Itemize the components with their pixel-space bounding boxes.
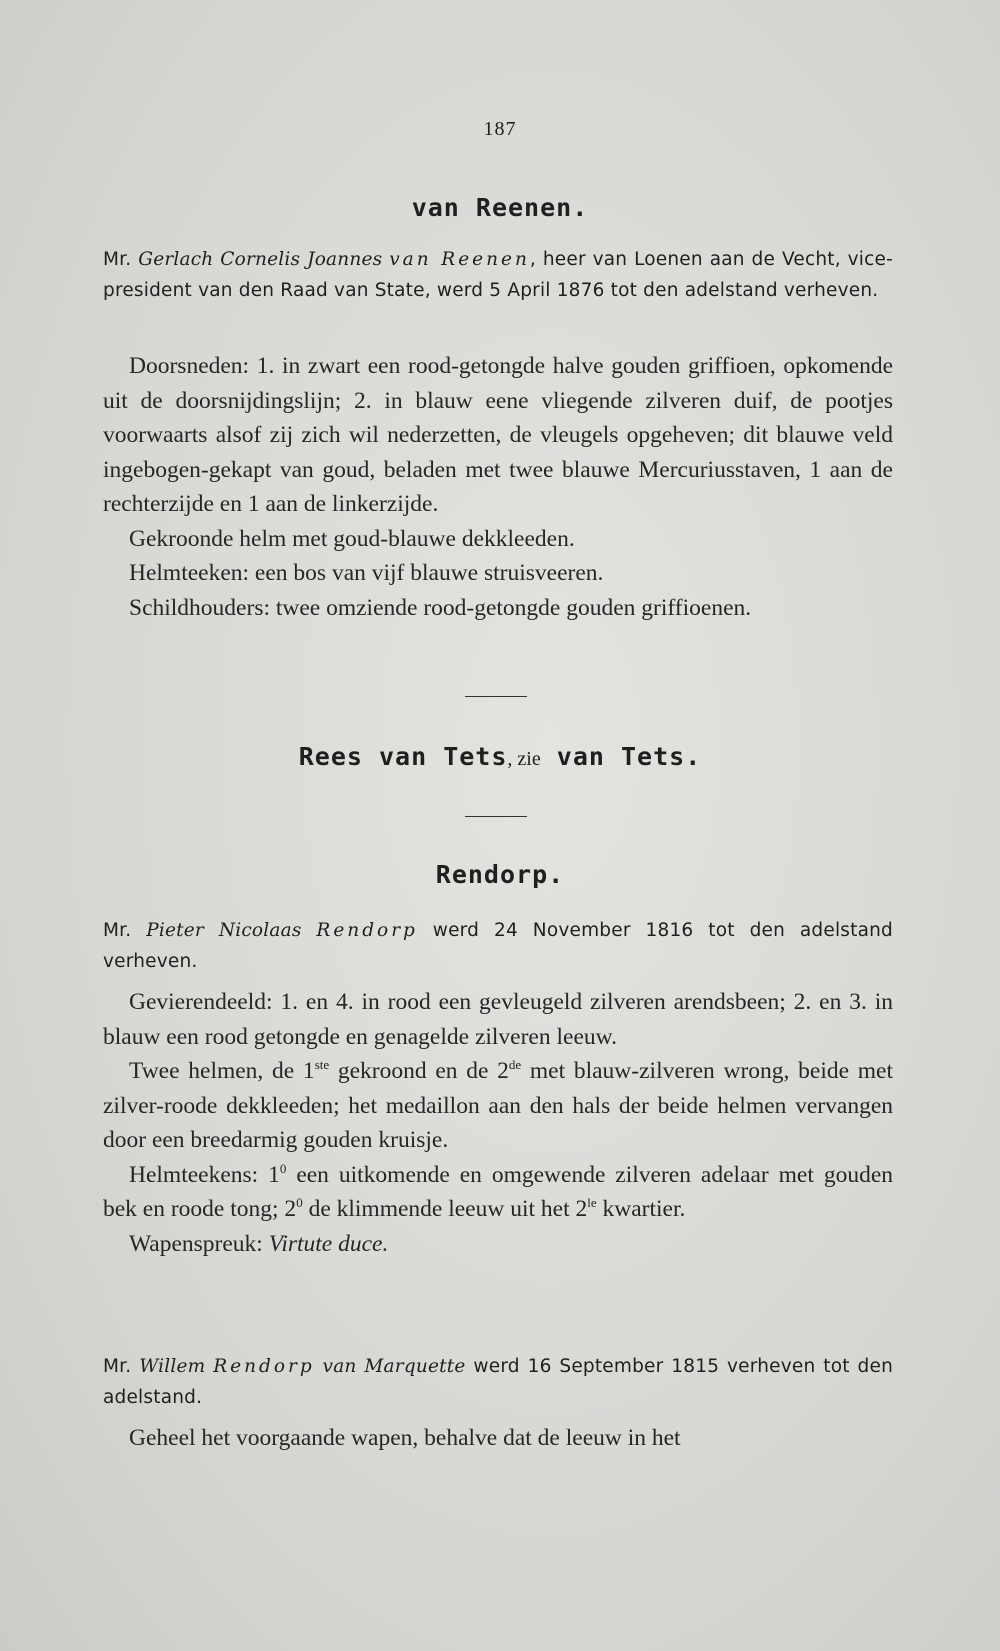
- blazon-line-helms: [103, 1054, 893, 1158]
- intro-van-reenen: [103, 244, 893, 306]
- person-name: Pieter Nicolaas: [146, 920, 302, 941]
- crests-text-b: een uitkomende en omgewende zilveren adelaar met gouden bek en roode tong; 2: [103, 1161, 893, 1222]
- heading-rees-van-tets: [0, 742, 1000, 771]
- cross-reference-zie: , zie: [507, 748, 541, 770]
- crests-text-c: de klimmende leeuw uit het 2: [302, 1196, 588, 1222]
- crests-sup-2: 0: [296, 1195, 303, 1211]
- page-number: 187: [483, 118, 517, 140]
- blazon-van-reenen: [103, 349, 893, 625]
- intro-willem-rendorp: [103, 1351, 893, 1413]
- blazon-willem-rendorp: [103, 1421, 893, 1456]
- crests-text-a: Helmteekens: 1: [129, 1161, 280, 1188]
- person-surname: Rendorp: [213, 1356, 315, 1377]
- helms-text-c: met blauw-zilveren wrong, beide met zilver-roode dekkleeden; het medaillon aan den hals der beide helmen vervangen door een breedarmig gouden kruisje.: [103, 1058, 893, 1153]
- heading-rees-van-tets-b: van Tets.: [556, 742, 702, 771]
- crests-sup-1: 0: [279, 1160, 287, 1176]
- section-divider: [465, 696, 527, 697]
- motto-text: Virtute duce.: [268, 1230, 389, 1257]
- blazon-line-whole: Geheel het voorgaande wapen, behalve dat de leeuw in het: [129, 1425, 681, 1451]
- intro-prefix: Mr.: [103, 249, 139, 270]
- blazon-line-crest: Helmteeken: een bos van vijf blauwe struisveeren.: [129, 560, 604, 586]
- intro-prefix: Mr.: [103, 1356, 140, 1377]
- blazon-line-crests: [103, 1158, 893, 1227]
- intro-rest: werd 24 November 1816 tot den adelstand verheven.: [103, 920, 893, 972]
- heading-rees-van-tets-a: Rees van Tets: [298, 742, 508, 771]
- intro-prefix: Mr.: [103, 920, 147, 941]
- blazon-line-supporters: Schildhouders: twee omziende rood-getongde gouden griffioenen.: [129, 594, 752, 621]
- crests-sup-3: le: [587, 1195, 597, 1211]
- helms-text-b: gekroond en de 2: [329, 1058, 509, 1084]
- crests-text-d: kwartier.: [596, 1196, 686, 1222]
- person-name-suffix: van Marquette: [322, 1356, 466, 1377]
- blazon-line-helm: Gekroonde helm met goud-blauwe dekkleeden.: [129, 525, 575, 552]
- person-surname: Rendorp: [316, 920, 418, 941]
- intro-rest: , heer van Loenen aan de Vecht, vice-president van den Raad van State, werd 5 April 1876 tot den adelstand verheven.: [103, 249, 893, 301]
- blazon-line-quartered: Gevierendeeld: 1. en 4. in rood een gevleugeld zilveren arendsbeen; 2. en 3. in blauw een rood getongde en genagelde zilveren leeuw.: [103, 989, 893, 1050]
- intro-rest: werd 16 September 1815 verheven tot den adelstand.: [103, 1356, 893, 1408]
- section-divider: [465, 816, 527, 817]
- blazon-rendorp: [103, 985, 893, 1261]
- heading-rendorp: Rendorp.: [435, 860, 565, 889]
- person-name: Willem: [139, 1356, 206, 1377]
- motto-label: Wapenspreuk:: [129, 1230, 269, 1257]
- person-surname: van Reenen: [389, 249, 530, 270]
- helms-sup-2: de: [508, 1057, 522, 1073]
- intro-pieter-rendorp: [103, 915, 893, 977]
- heading-van-reenen: van Reenen.: [411, 193, 589, 222]
- person-name: Gerlach Cornelis Joannes: [138, 249, 383, 270]
- blazon-line-arms: Doorsneden: 1. in zwart een rood-getongde halve gouden griffioen, opkomende uit de doorsnijdingslijn; 2. in blauw eene vliegende zilveren duif, de pootjes voorwaarts alsof zij zich wil nederzetten, de vleugels opgeheven; dit blauwe veld ingebogen-gekapt van goud, beladen met twee blauwe Mercuriusstaven, 1 aan de rechterzijde en 1 aan de linkerzijde.: [103, 353, 893, 517]
- blazon-line-motto: [103, 1227, 893, 1262]
- helms-text-a: Twee helmen, de 1: [129, 1058, 315, 1084]
- helms-sup-1: ste: [314, 1057, 330, 1073]
